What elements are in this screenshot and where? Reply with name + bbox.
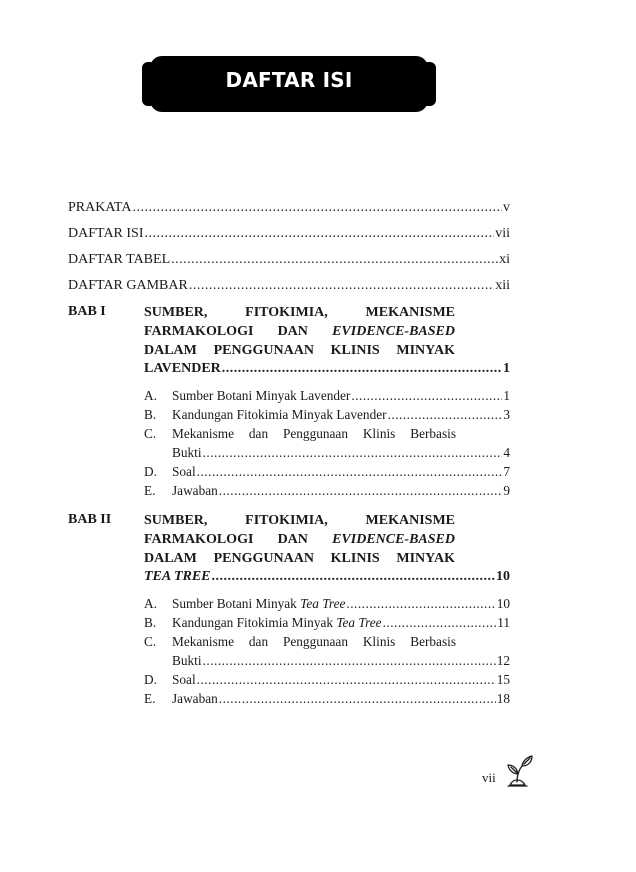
section-letter: D. — [144, 672, 157, 687]
dot-leader — [383, 615, 497, 631]
page-title: DAFTAR ISI — [225, 68, 353, 92]
chapter-title-last: TEA TREE — [144, 569, 211, 584]
title-banner — [150, 56, 428, 112]
section-letter: E. — [144, 483, 156, 498]
chapter-title-line: SUMBER, FITOKIMIA, MEKANISME — [144, 305, 455, 320]
toc-entry-prakata[interactable] — [68, 200, 510, 216]
section-letter: B. — [144, 615, 157, 630]
chapter-title-last: LAVENDER — [144, 361, 221, 376]
entry-page: 1 — [503, 388, 510, 403]
chapter-number: BAB II — [68, 512, 112, 527]
sprout-icon — [504, 754, 534, 788]
dot-leader — [171, 252, 498, 268]
entry-page: vii — [495, 226, 510, 241]
section-text: Mekanisme dan Penggunaan Klinis Berbasis — [172, 426, 456, 441]
section-text — [172, 615, 382, 631]
dot-leader — [203, 653, 496, 669]
chapter-title-line: DALAM PENGGUNAAN KLINIS MINYAK — [144, 343, 455, 358]
toc-entry-daftar-gambar[interactable] — [68, 278, 510, 294]
section-text-plain: Sumber Botani Minyak — [172, 596, 297, 611]
entry-label: DAFTAR TABEL — [68, 252, 171, 267]
chapter-number: BAB I — [68, 304, 106, 319]
toc-entry-chapter-2[interactable] — [144, 569, 510, 585]
section-letter: E. — [144, 691, 156, 706]
section-text: Sumber Botani Minyak Lavender — [172, 388, 351, 403]
entry-label: DAFTAR ISI — [68, 226, 144, 241]
dot-leader — [132, 200, 502, 216]
section-letter: A. — [144, 388, 157, 403]
entry-page: xii — [495, 278, 510, 293]
section-text-cont: Bukti — [172, 445, 202, 460]
section-text — [172, 596, 345, 612]
page-number: vii — [482, 770, 496, 785]
entry-page: 10 — [496, 569, 510, 584]
section-text: Kandungan Fitokimia Minyak Lavender — [172, 407, 387, 422]
dot-leader — [197, 464, 503, 480]
entry-label: PRAKATA — [68, 200, 132, 215]
dot-leader — [388, 407, 503, 423]
dot-leader — [145, 226, 495, 242]
section-text-italic: Tea Tree — [336, 615, 382, 630]
entry-page: 12 — [496, 653, 510, 668]
chapter-title-line: DALAM PENGGUNAAN KLINIS MINYAK — [144, 551, 455, 566]
title-text: FARMAKOLOGI DAN — [144, 532, 308, 547]
entry-page: xi — [499, 252, 510, 267]
entry-page: 7 — [503, 464, 510, 479]
dot-leader — [346, 596, 495, 612]
dot-leader — [197, 672, 496, 688]
toc-entry-chapter-1[interactable] — [144, 361, 510, 377]
dot-leader — [219, 691, 496, 707]
entry-page: 10 — [496, 596, 510, 611]
chapter-title-line: SUMBER, FITOKIMIA, MEKANISME — [144, 513, 455, 528]
dot-leader — [189, 278, 494, 294]
entry-page: 3 — [503, 407, 510, 422]
section-letter: C. — [144, 634, 157, 649]
dot-leader — [222, 361, 502, 377]
section-text: Soal — [172, 672, 196, 687]
entry-page: 4 — [503, 445, 510, 460]
title-text: FARMAKOLOGI DAN — [144, 324, 308, 339]
entry-label: DAFTAR GAMBAR — [68, 278, 188, 293]
dot-leader — [219, 483, 503, 499]
section-letter: B. — [144, 407, 157, 422]
dot-leader — [203, 445, 503, 461]
title-italic: EVIDENCE-BASED — [332, 324, 456, 339]
section-text-cont: Bukti — [172, 653, 202, 668]
entry-page: v — [503, 200, 510, 215]
section-letter: C. — [144, 426, 157, 441]
section-text: Jawaban — [172, 483, 218, 498]
chapter-title-line — [144, 530, 455, 549]
entry-page: 9 — [503, 483, 510, 498]
title-italic: EVIDENCE-BASED — [332, 532, 456, 547]
toc-entry-daftar-tabel[interactable] — [68, 252, 510, 268]
section-text-plain: Kandungan Fitokimia Minyak — [172, 615, 334, 630]
section-letter: D. — [144, 464, 157, 479]
chapter-title-line — [144, 322, 455, 341]
section-letter: A. — [144, 596, 157, 611]
section-text: Soal — [172, 464, 196, 479]
toc-entry-daftar-isi[interactable] — [68, 226, 510, 242]
section-text: Mekanisme dan Penggunaan Klinis Berbasis — [172, 634, 456, 649]
section-text: Jawaban — [172, 691, 218, 706]
dot-leader — [351, 388, 502, 404]
entry-page: 11 — [497, 615, 510, 630]
entry-page: 1 — [503, 361, 510, 376]
entry-page: 18 — [496, 691, 510, 706]
section-text-italic: Tea Tree — [300, 596, 346, 611]
dot-leader — [212, 569, 495, 585]
entry-page: 15 — [496, 672, 510, 687]
